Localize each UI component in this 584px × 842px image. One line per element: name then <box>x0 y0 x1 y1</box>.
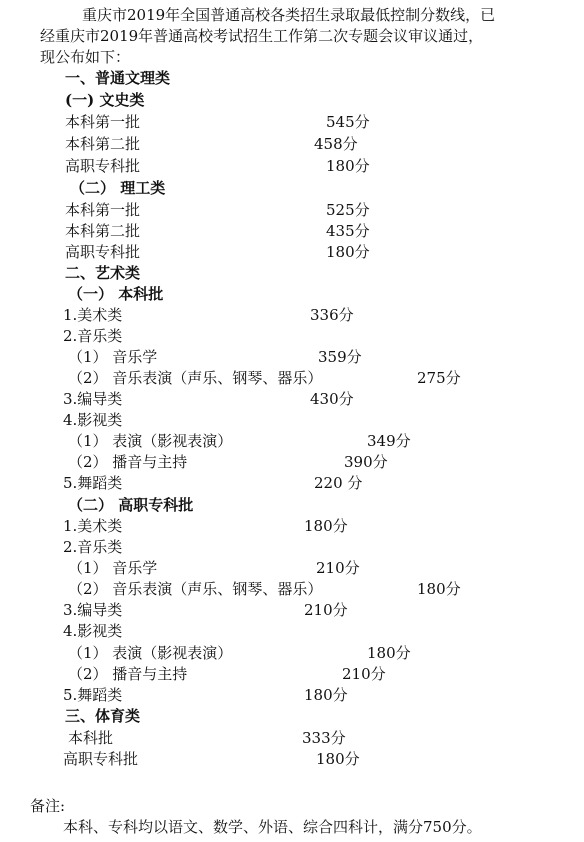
note-title: 备注: <box>30 797 66 815</box>
benke-ysbiaoyan-label: （1） 表演（影视表演） <box>68 432 233 450</box>
benke-yingshi-label: 4.影视类 <box>63 411 123 429</box>
row-score: 333分 <box>302 729 346 747</box>
row-score: 180分 <box>316 750 360 768</box>
benke-wudao-score: 220 分 <box>314 474 363 492</box>
zhuanke-biaoyan-label: （2） 音乐表演（声乐、钢琴、器乐） <box>68 580 323 598</box>
benke-wudao-label: 5.舞蹈类 <box>63 474 123 492</box>
zhuanke-meishu-label: 1.美术类 <box>63 517 123 535</box>
zhuanke-yinyuexue-score: 210分 <box>316 559 360 577</box>
intro-line-2: 经重庆市2019年普通高校考试招生工作第二次专题会议审议通过， <box>40 27 484 45</box>
row-label: 本科第一批 <box>65 113 141 131</box>
benke-boyin-score: 390分 <box>344 453 388 471</box>
zhuanke-wudao-label: 5.舞蹈类 <box>63 686 123 704</box>
row-score: 525分 <box>326 201 370 219</box>
zhuanke-wudao-score: 180分 <box>304 686 348 704</box>
section-2-title: 二、艺术类 <box>65 264 141 282</box>
zhuanke-yinyue-label: 2.音乐类 <box>63 538 123 556</box>
row-score: 458分 <box>314 135 358 153</box>
row-score: 180分 <box>326 157 370 175</box>
row-label: 本科第一批 <box>65 201 141 219</box>
ligong-title: （二） 理工类 <box>70 179 166 197</box>
benke-boyin-label: （2） 播音与主持 <box>68 453 188 471</box>
row-label: 本科批 <box>68 729 114 747</box>
section-3-title: 三、体育类 <box>65 707 141 725</box>
row-score: 545分 <box>326 113 370 131</box>
zhuanke-ysbiaoyan-label: （1） 表演（影视表演） <box>68 644 233 662</box>
zhuanke-title: （二） 高职专科批 <box>68 496 194 514</box>
zhuanke-meishu-score: 180分 <box>304 517 348 535</box>
row-label: 高职专科批 <box>65 243 141 261</box>
row-label: 本科第二批 <box>65 135 141 153</box>
note-text: 本科、专科均以语文、数学、外语、综合四科计，满分750分。 <box>63 818 482 836</box>
zhuanke-boyin-score: 210分 <box>342 665 386 683</box>
benke-yinyue-label: 2.音乐类 <box>63 327 123 345</box>
benke-yinyuexue-label: （1） 音乐学 <box>68 348 158 366</box>
benke-meishu-score: 336分 <box>310 306 354 324</box>
row-label: 高职专科批 <box>63 750 139 768</box>
benke-biaoyan-label: （2） 音乐表演（声乐、钢琴、器乐） <box>68 369 323 387</box>
benke-meishu-label: 1.美术类 <box>63 306 123 324</box>
row-score: 180分 <box>326 243 370 261</box>
zhuanke-biaoyan-score: 180分 <box>417 580 461 598</box>
intro-line-1: 重庆市2019年全国普通高校各类招生录取最低控制分数线，已 <box>82 6 496 24</box>
row-label: 高职专科批 <box>65 157 141 175</box>
zhuanke-yingshi-label: 4.影视类 <box>63 622 123 640</box>
row-score: 435分 <box>326 222 370 240</box>
row-label: 本科第二批 <box>65 222 141 240</box>
wenshi-title: (一) 文史类 <box>65 91 145 109</box>
benke-biaoyan-score: 275分 <box>417 369 461 387</box>
zhuanke-ysbiaoyan-score: 180分 <box>367 644 411 662</box>
zhuanke-yinyuexue-label: （1） 音乐学 <box>68 559 158 577</box>
benke-yinyuexue-score: 359分 <box>318 348 362 366</box>
intro-line-3: 现公布如下： <box>40 48 131 66</box>
zhuanke-biandao-label: 3.编导类 <box>63 601 123 619</box>
zhuanke-boyin-label: （2） 播音与主持 <box>68 665 188 683</box>
zhuanke-biandao-score: 210分 <box>304 601 348 619</box>
section-1-title: 一、普通文理类 <box>65 69 171 87</box>
benke-biandao-label: 3.编导类 <box>63 390 123 408</box>
benke-title: （一） 本科批 <box>68 285 164 303</box>
benke-biandao-score: 430分 <box>310 390 354 408</box>
benke-ysbiaoyan-score: 349分 <box>367 432 411 450</box>
